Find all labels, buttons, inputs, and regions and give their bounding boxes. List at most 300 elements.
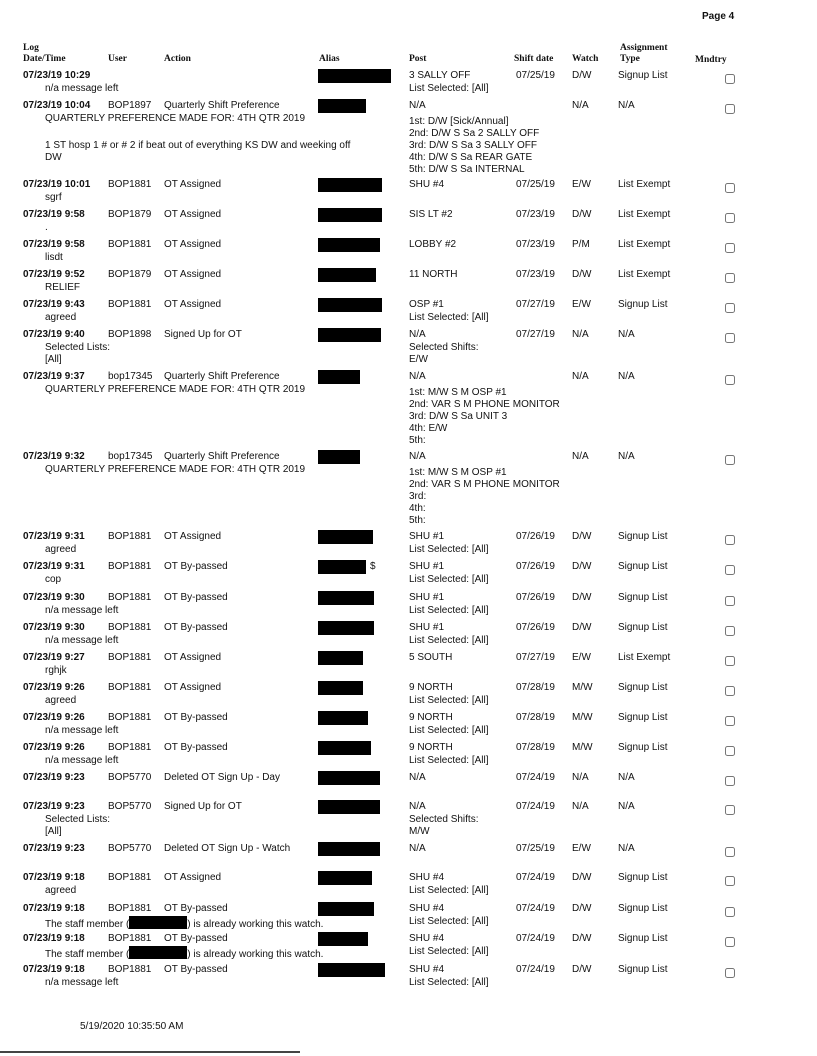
log-action: Quarterly Shift Preference: [164, 100, 280, 111]
alias-redaction: [318, 681, 363, 695]
log-watch: N/A: [572, 100, 589, 111]
log-post-detail: Selected Shifts:: [409, 814, 479, 825]
alias-redaction: [318, 621, 374, 635]
log-row: [0, 742, 817, 772]
log-row: [0, 712, 817, 742]
alias-redaction: [318, 99, 366, 113]
log-post-detail: List Selected: [All]: [409, 977, 489, 988]
log-shift-date: 07/24/19: [516, 903, 555, 914]
log-watch: E/W: [572, 299, 591, 310]
footer-rule: [0, 1051, 300, 1053]
log-shift-date: 07/27/19: [516, 652, 555, 663]
log-datetime: 07/23/19 9:26: [23, 742, 85, 753]
log-post: N/A: [409, 451, 426, 462]
log-watch: M/W: [572, 742, 593, 753]
log-row: [0, 592, 817, 622]
log-note-line: 1 ST hosp 1 # or # 2 if beat out of everything KS DW and weeking off: [45, 140, 351, 151]
mandatory-checkbox[interactable]: [725, 968, 735, 978]
log-row: [0, 70, 817, 100]
log-row: [0, 179, 817, 209]
log-user: BOP1881: [108, 299, 152, 310]
log-user: BOP1881: [108, 903, 152, 914]
alias-redaction: [318, 842, 380, 856]
log-datetime: 07/23/19 9:31: [23, 531, 85, 542]
log-post: SHU #1: [409, 531, 445, 542]
log-post: OSP #1: [409, 299, 444, 310]
pref-line: 1st: M/W S M OSP #1: [409, 467, 507, 478]
log-user: BOP1881: [108, 652, 152, 663]
log-post: N/A: [409, 843, 426, 854]
log-assignment-type: Signup List: [618, 592, 668, 603]
log-action: Deleted OT Sign Up - Day: [164, 772, 280, 783]
log-post: SHU #4: [409, 933, 445, 944]
mandatory-checkbox[interactable]: [725, 656, 735, 666]
log-datetime: 07/23/19 9:52: [23, 269, 85, 280]
log-post: 3 SALLY OFF: [409, 70, 471, 81]
log-user: BOP1879: [108, 269, 152, 280]
log-action: OT Assigned: [164, 179, 222, 190]
log-shift-date: 07/24/19: [516, 872, 555, 883]
alias-redaction: [318, 208, 382, 222]
log-note: The staff member ( ) is already working this watch.: [45, 916, 323, 931]
log-datetime: 07/23/19 9:23: [23, 801, 85, 812]
mandatory-checkbox[interactable]: [725, 596, 735, 606]
log-shift-date: 07/28/19: [516, 742, 555, 753]
log-action: Quarterly Shift Preference: [164, 371, 280, 382]
log-assignment-type: Signup List: [618, 299, 668, 310]
log-watch: N/A: [572, 801, 589, 812]
log-row: [0, 299, 817, 329]
log-watch: N/A: [572, 451, 589, 462]
log-datetime: 07/23/19 9:43: [23, 299, 85, 310]
log-post: SHU #4: [409, 964, 445, 975]
col-header-datetime: Date/Time: [23, 54, 66, 64]
log-datetime: 07/23/19 9:26: [23, 712, 85, 723]
log-assignment-type: N/A: [618, 772, 635, 783]
log-post: SHU #1: [409, 561, 445, 572]
log-post-detail: List Selected: [All]: [409, 695, 489, 706]
mandatory-checkbox[interactable]: [725, 104, 735, 114]
log-shift-date: 07/26/19: [516, 622, 555, 633]
pref-line: 3rd:: [409, 491, 427, 502]
log-watch: D/W: [572, 964, 592, 975]
log-shift-date: 07/24/19: [516, 964, 555, 975]
log-datetime: 07/23/19 10:01: [23, 179, 91, 190]
alias-mark: $: [370, 561, 376, 572]
alias-redaction: [318, 871, 372, 885]
alias-redaction: [318, 902, 374, 916]
log-row: [0, 451, 817, 527]
log-action: Quarterly Shift Preference: [164, 451, 280, 462]
mandatory-checkbox[interactable]: [725, 686, 735, 696]
log-action: Signed Up for OT: [164, 329, 242, 340]
log-watch: N/A: [572, 329, 589, 340]
log-datetime: 07/23/19 9:31: [23, 561, 85, 572]
log-action: OT Assigned: [164, 531, 222, 542]
col-header-shift-date: Shift date: [514, 54, 554, 64]
log-shift-date: 07/26/19: [516, 592, 555, 603]
log-user: BOP1881: [108, 712, 152, 723]
mandatory-checkbox[interactable]: [725, 716, 735, 726]
log-user: BOP1898: [108, 329, 152, 340]
mandatory-checkbox[interactable]: [725, 455, 735, 465]
log-post: N/A: [409, 772, 426, 783]
log-assignment-type: Signup List: [618, 742, 668, 753]
log-row: [0, 903, 817, 933]
log-note: agreed: [45, 312, 77, 323]
mandatory-checkbox[interactable]: [725, 746, 735, 756]
mandatory-checkbox[interactable]: [725, 243, 735, 253]
log-assignment-type: List Exempt: [618, 239, 671, 250]
alias-redaction: [318, 771, 380, 785]
pref-line: 4th: E/W: [409, 423, 448, 434]
log-datetime: 07/23/19 10:29: [23, 70, 91, 81]
pref-line: 3rd: D/W S Sa 3 SALLY OFF: [409, 140, 538, 151]
mandatory-checkbox[interactable]: [725, 937, 735, 947]
log-watch: D/W: [572, 622, 592, 633]
log-user: BOP1897: [108, 100, 152, 111]
log-shift-date: 07/25/19: [516, 70, 555, 81]
log-user: BOP1881: [108, 682, 152, 693]
log-note: RELIEF: [45, 282, 81, 293]
pref-line: 5th:: [409, 515, 426, 526]
log-post: 11 NORTH: [409, 269, 458, 280]
log-note: sgrf: [45, 192, 62, 203]
log-note: Selected Lists:: [45, 342, 111, 353]
log-user: BOP1881: [108, 872, 152, 883]
log-user: BOP1881: [108, 239, 152, 250]
log-assignment-type: N/A: [618, 329, 635, 340]
log-user: BOP1881: [108, 964, 152, 975]
log-watch: N/A: [572, 371, 589, 382]
log-shift-date: 07/28/19: [516, 682, 555, 693]
col-header-alias: Alias: [319, 54, 340, 64]
log-user: BOP1881: [108, 742, 152, 753]
log-shift-date: 07/23/19: [516, 269, 555, 280]
log-user: BOP1881: [108, 622, 152, 633]
pref-line: 3rd: D/W S Sa UNIT 3: [409, 411, 508, 422]
log-action: OT By-passed: [164, 712, 228, 723]
log-assignment-type: List Exempt: [618, 209, 671, 220]
col-header-user: User: [108, 54, 127, 64]
log-watch: D/W: [572, 531, 592, 542]
alias-redaction: [318, 560, 366, 574]
footer-timestamp: 5/19/2020 10:35:50 AM: [80, 1021, 184, 1032]
col-header-watch: Watch: [572, 54, 599, 64]
log-post: SHU #1: [409, 622, 445, 633]
alias-redaction: [318, 238, 380, 252]
log-row: [0, 964, 817, 994]
log-assignment-type: Signup List: [618, 622, 668, 633]
log-watch: D/W: [572, 872, 592, 883]
log-action: OT By-passed: [164, 622, 228, 633]
alias-redaction: [318, 178, 382, 192]
log-row: [0, 843, 817, 873]
log-row: [0, 371, 817, 447]
log-post-detail: List Selected: [All]: [409, 605, 489, 616]
log-post-detail: List Selected: [All]: [409, 574, 489, 585]
log-assignment-type: Signup List: [618, 964, 668, 975]
log-note: rghjk: [45, 665, 67, 676]
mandatory-checkbox[interactable]: [725, 565, 735, 575]
log-user: BOP1881: [108, 933, 152, 944]
log-action: OT Assigned: [164, 209, 222, 220]
log-action: OT By-passed: [164, 561, 228, 572]
log-shift-date: 07/23/19: [516, 239, 555, 250]
log-datetime: 07/23/19 9:18: [23, 872, 85, 883]
log-action: OT Assigned: [164, 652, 222, 663]
log-post-detail: Selected Shifts:: [409, 342, 479, 353]
log-post: 9 NORTH: [409, 682, 453, 693]
pref-line: 1st: D/W [Sick/Annual]: [409, 116, 509, 127]
alias-redaction: [318, 591, 374, 605]
staff-redaction: [129, 946, 187, 959]
log-shift-date: 07/26/19: [516, 561, 555, 572]
log-post-detail: List Selected: [All]: [409, 83, 489, 94]
log-note: n/a message left: [45, 83, 119, 94]
log-datetime: 07/23/19 9:18: [23, 964, 85, 975]
log-post-detail: E/W: [409, 354, 428, 365]
log-action: OT Assigned: [164, 872, 222, 883]
log-shift-date: 07/23/19: [516, 209, 555, 220]
log-user: BOP5770: [108, 843, 152, 854]
log-action: Signed Up for OT: [164, 801, 242, 812]
log-note: n/a message left: [45, 635, 119, 646]
log-post: N/A: [409, 329, 426, 340]
log-note-line: [All]: [45, 826, 62, 837]
log-assignment-type: Signup List: [618, 561, 668, 572]
log-action: OT By-passed: [164, 933, 228, 944]
alias-redaction: [318, 711, 368, 725]
log-datetime: 07/23/19 10:04: [23, 100, 91, 111]
alias-redaction: [318, 741, 371, 755]
log-assignment-type: Signup List: [618, 70, 668, 81]
log-post: LOBBY #2: [409, 239, 457, 250]
log-note: cop: [45, 574, 62, 585]
log-note: agreed: [45, 885, 77, 896]
log-action: OT Assigned: [164, 239, 222, 250]
log-assignment-type: N/A: [618, 801, 635, 812]
log-row: [0, 652, 817, 682]
log-watch: N/A: [572, 772, 589, 783]
log-datetime: 07/23/19 9:40: [23, 329, 85, 340]
log-shift-date: 07/25/19: [516, 179, 555, 190]
log-user: BOP1881: [108, 561, 152, 572]
log-note: n/a message left: [45, 977, 119, 988]
log-watch: M/W: [572, 682, 593, 693]
mandatory-checkbox[interactable]: [725, 535, 735, 545]
alias-redaction: [318, 800, 380, 814]
log-shift-date: 07/28/19: [516, 712, 555, 723]
log-watch: M/W: [572, 712, 593, 723]
log-watch: E/W: [572, 843, 591, 854]
log-assignment-type: N/A: [618, 371, 635, 382]
mandatory-checkbox[interactable]: [725, 876, 735, 886]
log-assignment-type: Signup List: [618, 682, 668, 693]
log-datetime: 07/23/19 9:18: [23, 903, 85, 914]
log-user: BOP1881: [108, 179, 152, 190]
mandatory-checkbox[interactable]: [725, 183, 735, 193]
log-datetime: 07/23/19 9:58: [23, 239, 85, 250]
log-watch: D/W: [572, 933, 592, 944]
log-note: Selected Lists:: [45, 814, 111, 825]
alias-redaction: [318, 530, 373, 544]
log-post-detail: List Selected: [All]: [409, 544, 489, 555]
alias-redaction: [318, 328, 381, 342]
log-row: [0, 561, 817, 591]
log-post-detail: List Selected: [All]: [409, 312, 489, 323]
log-shift-date: 07/24/19: [516, 772, 555, 783]
alias-redaction: [318, 932, 368, 946]
log-post-detail: M/W: [409, 826, 430, 837]
mandatory-checkbox[interactable]: [725, 213, 735, 223]
log-action: OT Assigned: [164, 269, 222, 280]
log-shift-date: 07/27/19: [516, 329, 555, 340]
pref-line: 1st: M/W S M OSP #1: [409, 387, 507, 398]
log-row: [0, 682, 817, 712]
log-assignment-type: Signup List: [618, 872, 668, 883]
log-note: n/a message left: [45, 755, 119, 766]
mandatory-checkbox[interactable]: [725, 805, 735, 815]
log-note-line: [All]: [45, 354, 62, 365]
pref-line: 4th:: [409, 503, 426, 514]
log-note: lisdt: [45, 252, 63, 263]
alias-redaction: [318, 370, 360, 384]
log-user: BOP1881: [108, 592, 152, 603]
log-shift-date: 07/24/19: [516, 801, 555, 812]
log-note-line: DW: [45, 152, 62, 163]
log-post: SIS LT #2: [409, 209, 453, 220]
log-row: [0, 239, 817, 269]
col-header-log: Log: [23, 43, 39, 53]
alias-redaction: [318, 450, 360, 464]
log-post: N/A: [409, 100, 426, 111]
log-note: .: [45, 222, 48, 233]
log-assignment-type: List Exempt: [618, 269, 671, 280]
log-datetime: 07/23/19 9:26: [23, 682, 85, 693]
log-note: The staff member ( ) is already working this watch.: [45, 946, 323, 961]
log-row: [0, 531, 817, 561]
pref-line: 2nd: D/W S Sa 2 SALLY OFF: [409, 128, 540, 139]
col-header-type: Type: [620, 54, 640, 64]
pref-line: 4th: D/W S Sa REAR GATE: [409, 152, 533, 163]
mandatory-checkbox[interactable]: [725, 847, 735, 857]
col-header-post: Post: [409, 54, 427, 64]
log-action: OT Assigned: [164, 299, 222, 310]
log-row: [0, 933, 817, 963]
log-post: 5 SOUTH: [409, 652, 453, 663]
log-datetime: 07/23/19 9:32: [23, 451, 85, 462]
log-action: OT By-passed: [164, 592, 228, 603]
log-note: QUARTERLY PREFERENCE MADE FOR: 4TH QTR 2019: [45, 113, 306, 124]
log-shift-date: 07/25/19: [516, 843, 555, 854]
log-note: agreed: [45, 544, 77, 555]
mandatory-checkbox[interactable]: [725, 303, 735, 313]
pref-line: 5th:: [409, 435, 426, 446]
col-header-assignment: Assignment: [620, 43, 668, 53]
log-row: [0, 100, 817, 175]
log-datetime: 07/23/19 9:30: [23, 622, 85, 633]
log-action: OT Assigned: [164, 682, 222, 693]
log-post-detail: List Selected: [All]: [409, 946, 489, 957]
log-note: n/a message left: [45, 605, 119, 616]
log-user: BOP1881: [108, 531, 152, 542]
log-user: BOP5770: [108, 801, 152, 812]
log-datetime: 07/23/19 9:58: [23, 209, 85, 220]
log-assignment-type: List Exempt: [618, 179, 671, 190]
log-user: BOP5770: [108, 772, 152, 783]
alias-redaction: [318, 963, 385, 977]
log-user: bop17345: [108, 451, 153, 462]
log-row: [0, 872, 817, 902]
log-watch: D/W: [572, 561, 592, 572]
log-note: QUARTERLY PREFERENCE MADE FOR: 4TH QTR 2019: [45, 464, 306, 475]
alias-redaction: [318, 268, 376, 282]
log-watch: D/W: [572, 269, 592, 280]
log-action: Deleted OT Sign Up - Watch: [164, 843, 291, 854]
log-row: [0, 269, 817, 299]
log-user: bop17345: [108, 371, 153, 382]
mandatory-checkbox[interactable]: [725, 626, 735, 636]
log-action: OT By-passed: [164, 903, 228, 914]
log-post: 9 NORTH: [409, 712, 453, 723]
log-watch: E/W: [572, 179, 591, 190]
log-post-detail: List Selected: [All]: [409, 725, 489, 736]
log-datetime: 07/23/19 9:27: [23, 652, 85, 663]
log-shift-date: 07/26/19: [516, 531, 555, 542]
mandatory-checkbox[interactable]: [725, 776, 735, 786]
staff-redaction: [129, 916, 187, 929]
log-watch: D/W: [572, 70, 592, 81]
log-row: [0, 772, 817, 802]
log-note: agreed: [45, 695, 77, 706]
mandatory-checkbox[interactable]: [725, 333, 735, 343]
log-assignment-type: N/A: [618, 451, 635, 462]
log-note: QUARTERLY PREFERENCE MADE FOR: 4TH QTR 2019: [45, 384, 306, 395]
log-post: N/A: [409, 371, 426, 382]
log-datetime: 07/23/19 9:23: [23, 843, 85, 854]
col-header-mandatory: Mndtry: [695, 55, 727, 65]
log-watch: D/W: [572, 209, 592, 220]
log-note: n/a message left: [45, 725, 119, 736]
mandatory-checkbox[interactable]: [725, 907, 735, 917]
mandatory-checkbox[interactable]: [725, 273, 735, 283]
mandatory-checkbox[interactable]: [725, 375, 735, 385]
log-post: SHU #4: [409, 872, 445, 883]
log-post-detail: List Selected: [All]: [409, 916, 489, 927]
log-datetime: 07/23/19 9:18: [23, 933, 85, 944]
log-shift-date: 07/24/19: [516, 933, 555, 944]
log-action: OT By-passed: [164, 964, 228, 975]
log-assignment-type: List Exempt: [618, 652, 671, 663]
log-post-detail: List Selected: [All]: [409, 755, 489, 766]
log-row: [0, 622, 817, 652]
log-post: SHU #4: [409, 903, 445, 914]
log-row: [0, 801, 817, 841]
col-header-action: Action: [164, 54, 191, 64]
log-shift-date: 07/27/19: [516, 299, 555, 310]
log-post: SHU #1: [409, 592, 445, 603]
log-datetime: 07/23/19 9:30: [23, 592, 85, 603]
page-number: Page 4: [702, 11, 735, 22]
log-post: SHU #4: [409, 179, 445, 190]
log-assignment-type: N/A: [618, 843, 635, 854]
log-datetime: 07/23/19 9:23: [23, 772, 85, 783]
alias-redaction: [318, 651, 363, 665]
mandatory-checkbox[interactable]: [725, 74, 735, 84]
log-assignment-type: N/A: [618, 100, 635, 111]
log-assignment-type: Signup List: [618, 712, 668, 723]
